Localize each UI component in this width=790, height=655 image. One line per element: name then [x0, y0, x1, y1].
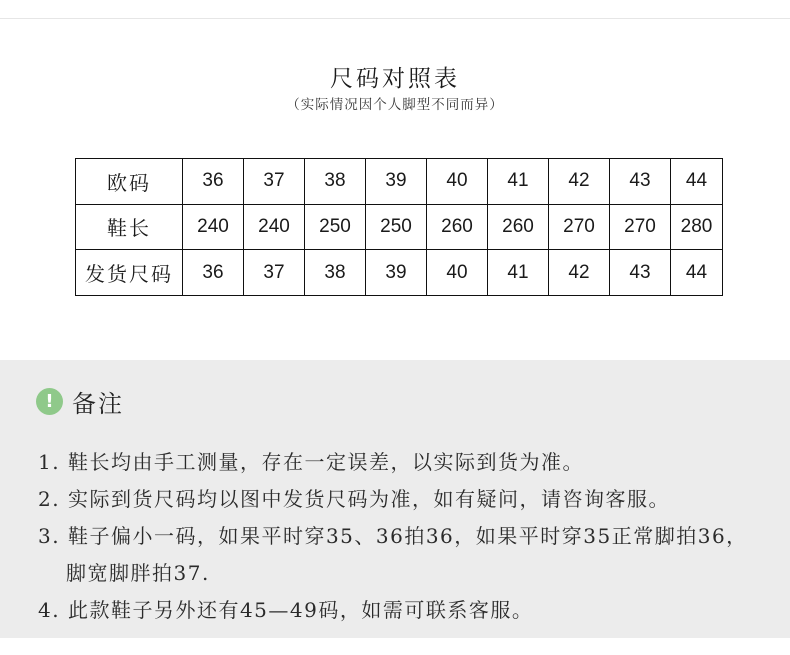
table-cell: 250: [305, 204, 366, 250]
table-cell: 260: [427, 204, 488, 250]
row-label-eu-size: 欧码: [76, 159, 183, 205]
note-item-1: 1. 鞋长均由手工测量，存在一定误差，以实际到货为准。: [38, 450, 584, 474]
table-cell: 260: [488, 204, 549, 250]
table-cell: 41: [488, 159, 549, 205]
table-cell: 38: [305, 159, 366, 205]
table-cell: 280: [671, 204, 723, 250]
page-subtitle: （实际情况因个人脚型不同而异）: [286, 97, 504, 113]
table-cell: 240: [183, 204, 244, 250]
table-cell: 39: [366, 250, 427, 296]
table-cell: 37: [244, 159, 305, 205]
table-cell: 42: [549, 159, 610, 205]
table-cell: 44: [671, 250, 723, 296]
notes-header: [36, 386, 124, 416]
table-cell: 42: [549, 250, 610, 296]
row-label-shipping-size: 发货尺码: [76, 250, 183, 296]
exclamation-icon: !: [36, 388, 63, 415]
note-item-4: 4. 此款鞋子另外还有45—49码，如需可联系客服。: [38, 598, 534, 622]
table-cell: 38: [305, 250, 366, 296]
table-cell: 270: [610, 204, 671, 250]
table-cell: 36: [183, 250, 244, 296]
note-item-3: 3. 鞋子偏小一码，如果平时穿35、36拍36，如果平时穿35正常脚拍36，脚宽脚胖拍37.: [38, 524, 748, 585]
table-row-shoe-length: [76, 204, 723, 250]
notes-list: [38, 444, 768, 629]
note-item-2: 2. 实际到货尺码均以图中发货尺码为准，如有疑问，请咨询客服。: [38, 487, 670, 511]
table-cell: 37: [244, 250, 305, 296]
table-cell: 43: [610, 159, 671, 205]
table-cell: 270: [549, 204, 610, 250]
top-divider: [0, 18, 790, 19]
table-cell: 43: [610, 250, 671, 296]
size-chart-table: [75, 158, 723, 296]
page-title: 尺码对照表: [330, 66, 460, 92]
table-row-eu-size: [76, 159, 723, 205]
table-cell: 40: [427, 159, 488, 205]
table-cell: 44: [671, 159, 723, 205]
table-cell: 41: [488, 250, 549, 296]
table-cell: 250: [366, 204, 427, 250]
table-cell: 36: [183, 159, 244, 205]
table-cell: 40: [427, 250, 488, 296]
notes-title: 备注: [72, 389, 124, 418]
table-cell: 240: [244, 204, 305, 250]
row-label-shoe-length: 鞋长: [76, 204, 183, 250]
notes-panel: [0, 360, 790, 638]
table-cell: 39: [366, 159, 427, 205]
table-row-shipping-size: [76, 250, 723, 296]
